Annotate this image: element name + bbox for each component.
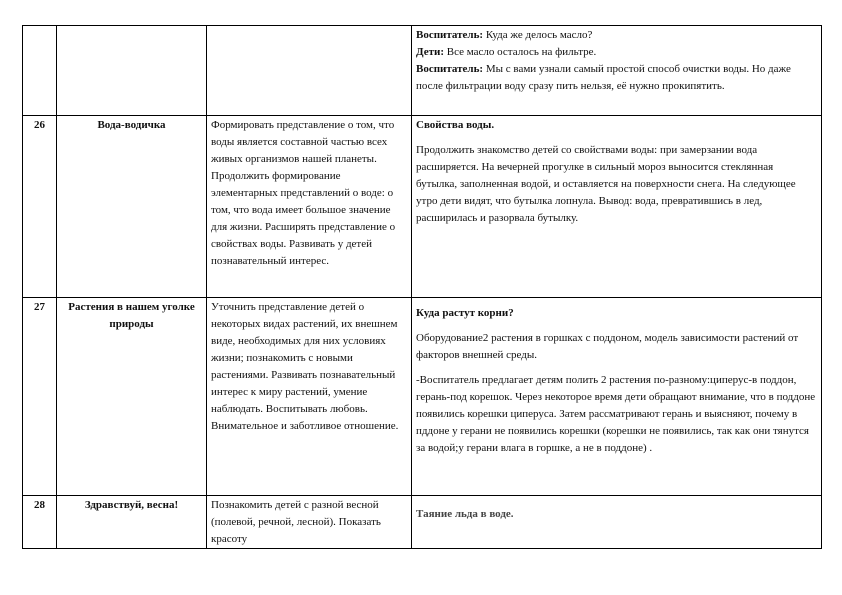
speech-text: Все масло осталось на фильтре. [444, 46, 597, 58]
speech-text: Мы с вами узнали самый простой способ очистки воды. Но даже после фильтрации воду сразу пить нельзя, её нужно прокипятить. [416, 63, 791, 92]
content-cell [412, 496, 822, 549]
goal-cell [207, 26, 412, 116]
lesson-plan-table [22, 25, 822, 549]
speaker-label: Дети: [416, 46, 444, 58]
row-number-cell: 26 [23, 116, 57, 298]
dialogue-line [416, 44, 817, 61]
topic-cell: Вода-водичка [57, 116, 207, 298]
dialogue-line [416, 61, 817, 95]
experiment-heading: Куда растут корни? [416, 307, 514, 319]
content-cell [412, 26, 822, 116]
speaker-label: Воспитатель: [416, 63, 484, 75]
row-number-cell: 27 [23, 298, 57, 496]
experiment-heading: Таяние льда в воде. [416, 508, 514, 520]
dialogue-line [416, 27, 817, 44]
speech-text: Куда же делось масло? [483, 29, 593, 41]
row-number-cell [23, 26, 57, 116]
equipment-text: Оборудование2 растения в горшках с поддоном, модель зависимости растений от факторов внешней среды. [416, 332, 799, 361]
experiment-description: Продолжить знакомство детей со свойствами воды: при замерзании вода расширяется. На вечерней прогулке в сильный мороз выносится стеклянная бутылка, заполненная водой, и оставляется на поверхности снега. На следующее утро дети видят, что бутылка лопнула. Вывод: вода, превратившись в лед, расширилась и разорвала бутылку. [416, 144, 796, 224]
topic-cell: Растения в нашем уголке природы [57, 298, 207, 496]
table-row [23, 26, 822, 116]
experiment-description: -Воспитатель предлагает детям полить 2 растения по-разному:циперус-в поддон, герань-под корешок. Через некоторое время дети обращают внимание, что в поддоне появились корешки циперуса. Затем рассматривают герань и выясняют, почему в пддоне у герани не появились корешки (корешки не появились, так как они тянутся за водой;у герани влага в горшке, а не в поддоне) . [416, 374, 816, 454]
table-row [23, 298, 822, 496]
goal-cell: Формировать представление о том, что воды является составной частью всех живых организмов нашей планеты. Продолжить формирование элементарных представлений о воде: о том, что вода имеет большое значение для жизни. Расширять представление о свойствах воды. Развивать у детей познавательный интерес. [207, 116, 412, 298]
goal-cell: Уточнить представление детей о некоторых видах растений, их внешнем виде, необходимых для них условиях жизни; познакомить с новыми растениями. Развивать познавательный интерес к миру растений, умение наблюдать. Воспитывать любовь. Внимательное и заботливое отношение. [207, 298, 412, 496]
content-cell [412, 298, 822, 496]
content-cell [412, 116, 822, 298]
topic-cell: Здравствуй, весна! [57, 496, 207, 549]
topic-cell [57, 26, 207, 116]
goal-cell: Познакомить детей с разной весной (полевой, речной, лесной). Показать красоту [207, 496, 412, 549]
table-row [23, 496, 822, 549]
speaker-label: Воспитатель: [416, 29, 484, 41]
table-row [23, 116, 822, 298]
row-number-cell: 28 [23, 496, 57, 549]
experiment-heading: Свойства воды. [416, 119, 495, 131]
